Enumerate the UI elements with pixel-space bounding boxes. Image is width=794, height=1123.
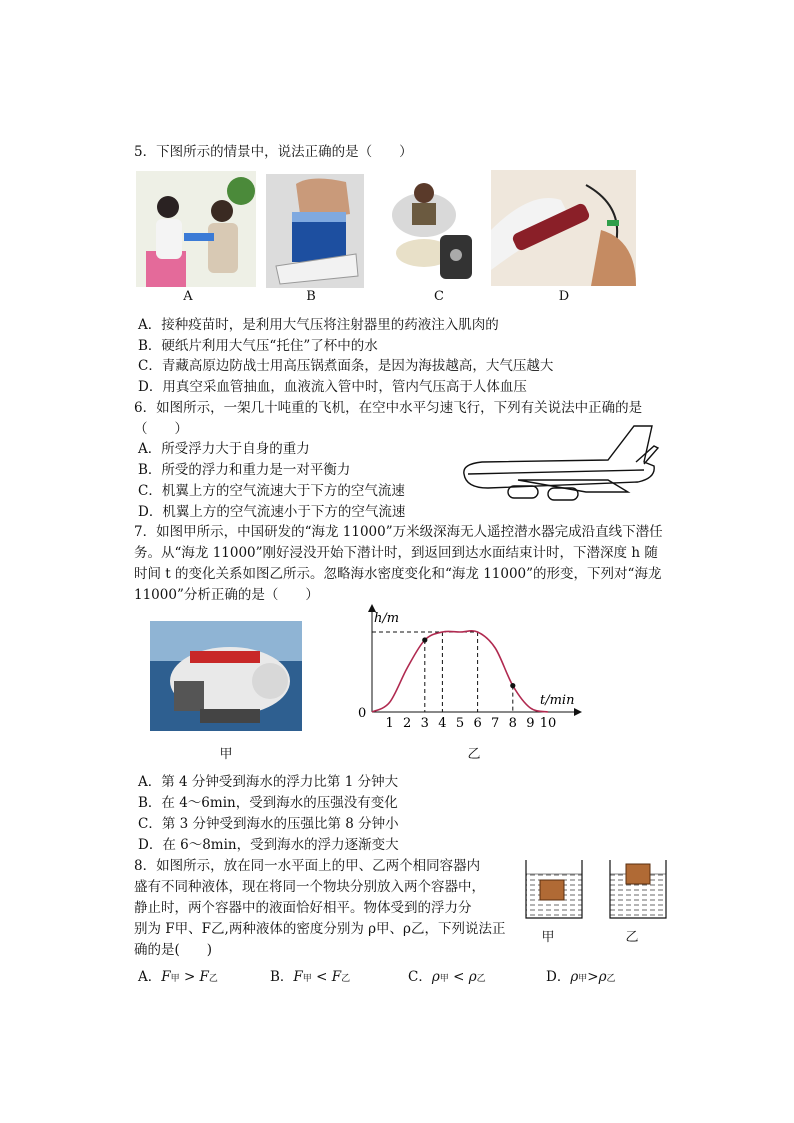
depth-time-chart — [340, 600, 590, 730]
photo-cup-card — [266, 174, 364, 288]
q8-option-a: A．F甲 > F乙 — [138, 969, 218, 985]
container-yi — [610, 860, 666, 918]
x-tick-6: 6 — [473, 716, 482, 730]
q7-stem-line4: 11000”分析正确的是（ ） — [134, 587, 319, 603]
q8-option-b: B．F甲 < F乙 — [270, 969, 351, 985]
q5-label-d: D — [558, 289, 570, 304]
container-jia — [526, 860, 582, 918]
q6-option-b: B．所受的浮力和重力是一对平衡力 — [138, 462, 351, 478]
q7-stem-line2: 务。从“海龙 11000”刚好浸没开始下潜计时，到返回到达水面结束计时，下潜深度 h 随 — [134, 545, 658, 561]
photo-submersible — [150, 621, 302, 731]
q6-option-a: A．所受浮力大于自身的重力 — [138, 441, 310, 457]
x-tick-3: 3 — [420, 716, 429, 730]
q7-option-c: C．第 3 分钟受到海水的压强比第 8 分钟小 — [138, 816, 399, 832]
q7-option-b: B．在 4～6min，受到海水的压强没有变化 — [138, 795, 398, 811]
q8-option-d: D．ρ甲>ρ乙 — [546, 969, 616, 985]
x-tick-5: 5 — [455, 716, 465, 730]
q6-option-c: C．机翼上方的空气流速大于下方的空气流速 — [138, 483, 405, 499]
x-axis-arrow — [574, 708, 582, 716]
q5-option-a: A．接种疫苗时，是利用大气压将注射器里的药液注入肌肉的 — [138, 317, 499, 333]
block-jia — [540, 880, 564, 900]
marked-point-t8 — [510, 683, 515, 688]
q8-stem-line4: 别为 F甲、F乙,两种液体的密度分别为 ρ甲、ρ乙，下列说法正 — [134, 921, 506, 937]
q7-label-yi: 乙 — [467, 747, 481, 762]
q8-stem-line1: 8．如图所示，放在同一水平面上的甲、乙两个相同容器内 — [134, 858, 481, 874]
origin-label: 0 — [358, 706, 367, 721]
q6-option-d: D．机翼上方的空气流速小于下方的空气流速 — [138, 504, 406, 520]
q8-label-yi: 乙 — [625, 930, 639, 945]
x-tick-2: 2 — [403, 716, 412, 730]
q6-stem-line1: 6．如图所示，一架几十吨重的飞机，在空中水平匀速飞行，下列有关说法中正确的是 — [134, 400, 643, 416]
q5-label-b: B — [306, 289, 316, 304]
q5-option-c: C．青藏高原边防战士用高压锅煮面条，是因为海拔越高，大气压越大 — [138, 358, 554, 374]
marked-point-t3 — [422, 637, 427, 642]
photo-blood-draw — [491, 170, 636, 286]
q5-stem: 5．下图所示的情景中，说法正确的是（ ） — [134, 144, 413, 160]
q8-stem-line5: 确的是( ) — [134, 942, 213, 958]
x-tick-4: 4 — [438, 716, 447, 730]
x-axis-label: t/min — [540, 693, 575, 708]
x-tick-1: 1 — [385, 716, 394, 730]
q8-stem-line3: 静止时，两个容器中的液面恰好相平。物体受到的浮力分 — [134, 900, 472, 916]
q5-option-b: B．硬纸片利用大气压“托住”了杯中的水 — [138, 338, 378, 354]
photo-vaccination — [136, 171, 256, 287]
q8-stem-line2: 盛有不同种液体，现在将同一个物块分别放入两个容器中， — [134, 879, 485, 895]
x-tick-9: 9 — [526, 716, 535, 730]
airplane-illustration — [458, 422, 660, 504]
x-tick-8: 8 — [508, 716, 517, 730]
block-yi — [626, 864, 650, 884]
q5-option-d: D．用真空采血管抽血，血液流入管中时，管内气压高于人体血压 — [138, 379, 527, 395]
q7-option-a: A．第 4 分钟受到海水的浮力比第 1 分钟大 — [138, 774, 399, 790]
x-tick-7: 7 — [491, 716, 500, 730]
depth-curve — [372, 631, 548, 712]
q6-stem-line2: （ ） — [134, 421, 188, 437]
q7-stem-line3: 时间 t 的变化关系如图乙所示。忽略海水密度变化和“海龙 11000”的形变，下列对“海龙 — [134, 566, 662, 582]
containers-figure — [522, 858, 668, 926]
photo-pressure-cooker — [384, 175, 478, 287]
q7-stem-line1: 7．如图甲所示，中国研发的“海龙 11000”万米级深海无人遥控潜水器完成沿直线下潜任 — [134, 524, 663, 540]
q5-label-a: A — [183, 289, 193, 304]
q7-option-d: D．在 6～8min，受到海水的浮力逐渐变大 — [138, 837, 399, 853]
q8-option-c: C．ρ甲 < ρ乙 — [408, 969, 486, 985]
x-tick-10: 10 — [539, 716, 557, 730]
q5-label-c: C — [434, 289, 444, 304]
q7-label-jia: 甲 — [219, 747, 233, 762]
y-axis-label: h/m — [374, 611, 400, 626]
q8-label-jia: 甲 — [541, 930, 555, 945]
